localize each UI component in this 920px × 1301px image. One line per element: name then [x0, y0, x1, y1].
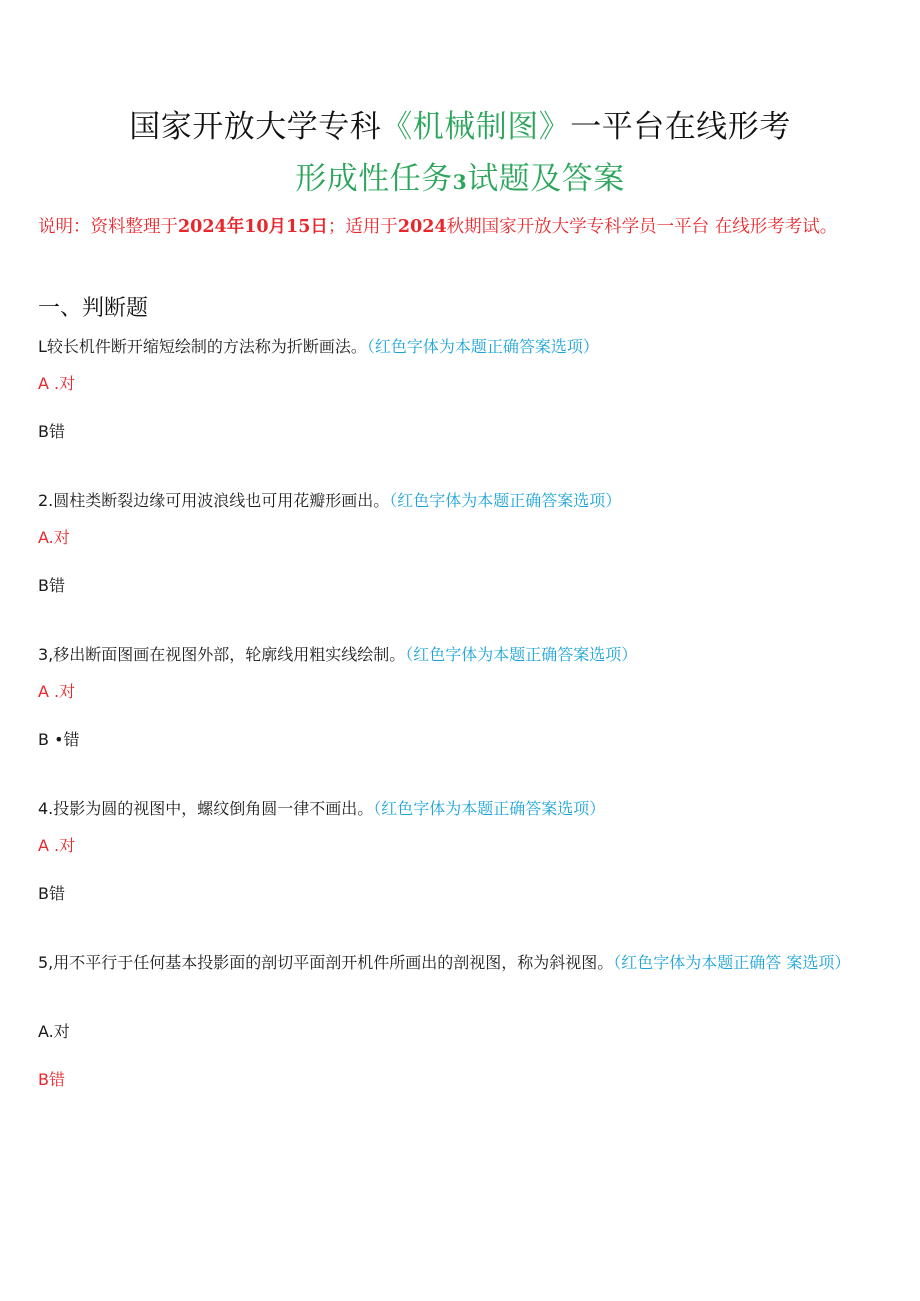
question-2: [38, 485, 878, 517]
section-title: 一、判断题: [38, 296, 149, 321]
question-1-option-b[interactable]: B错: [38, 422, 65, 441]
title-prefix: 国家开放大学专科: [129, 109, 382, 145]
question-4-hint: （红色字体为本题正确答案选项）: [373, 799, 606, 818]
question-4: [38, 793, 878, 825]
question-3-option-b[interactable]: B •错: [38, 730, 80, 749]
question-4-option-b[interactable]: B错: [38, 884, 65, 903]
question-1-hint: （红色字体为本题正确答案选项）: [366, 337, 599, 356]
question-5-option-a[interactable]: A.对: [38, 1022, 70, 1041]
note-term: 2024: [397, 217, 447, 237]
note-part1: 说明：资料整理于: [38, 217, 178, 237]
question-3-option-a[interactable]: A .对: [38, 682, 76, 701]
question-2-hint: （红色字体为本题正确答案选项）: [389, 491, 622, 510]
note-part2: ；适用于: [327, 217, 398, 237]
question-3-text: 3,移出断面图画在视图外部，轮廓线用粗实线绘制。: [38, 645, 406, 664]
title-course-name: 《机械制图》: [381, 109, 571, 145]
question-3-hint: （红色字体为本题正确答案选项）: [405, 645, 638, 664]
title-suffix: 一平台在线形考: [570, 109, 791, 145]
question-5: [38, 947, 878, 979]
title2-task-number: 3: [452, 170, 468, 194]
document-title-line2: [0, 156, 920, 205]
note-date: 2024年10月15日: [178, 217, 328, 237]
question-2-text: 2.圆柱类断裂边缘可用波浪线也可用花瓣形画出。: [38, 491, 390, 510]
question-1-text: L较长机件断开缩短绘制的方法称为折断画法。: [38, 337, 367, 356]
question-1-option-a[interactable]: A .对: [38, 374, 76, 393]
question-5-text: 5,用不平行于任何基本投影面的剖切平面剖开机件所画出的剖视图，称为斜视图。: [38, 953, 614, 972]
question-2-option-b[interactable]: B错: [38, 576, 65, 595]
question-5-option-b[interactable]: B错: [38, 1070, 65, 1089]
question-1: [38, 331, 878, 363]
question-4-text: 4.投影为圆的视图中，螺纹倒角圆一律不画出。: [38, 799, 374, 818]
question-5-hint: （红色字体为本题正确答 案选项）: [613, 953, 851, 972]
question-4-option-a[interactable]: A .对: [38, 836, 76, 855]
title2-prefix: 形成性任务: [295, 161, 453, 197]
question-3: [38, 639, 878, 671]
question-2-option-a[interactable]: A.对: [38, 528, 70, 547]
explanation-note: [38, 210, 878, 244]
note-part3: 秋期国家开放大学专科学员一平台 在线形考考试。: [446, 217, 838, 237]
title2-suffix: 试题及答案: [467, 161, 625, 197]
document-title-line1: [0, 104, 920, 150]
